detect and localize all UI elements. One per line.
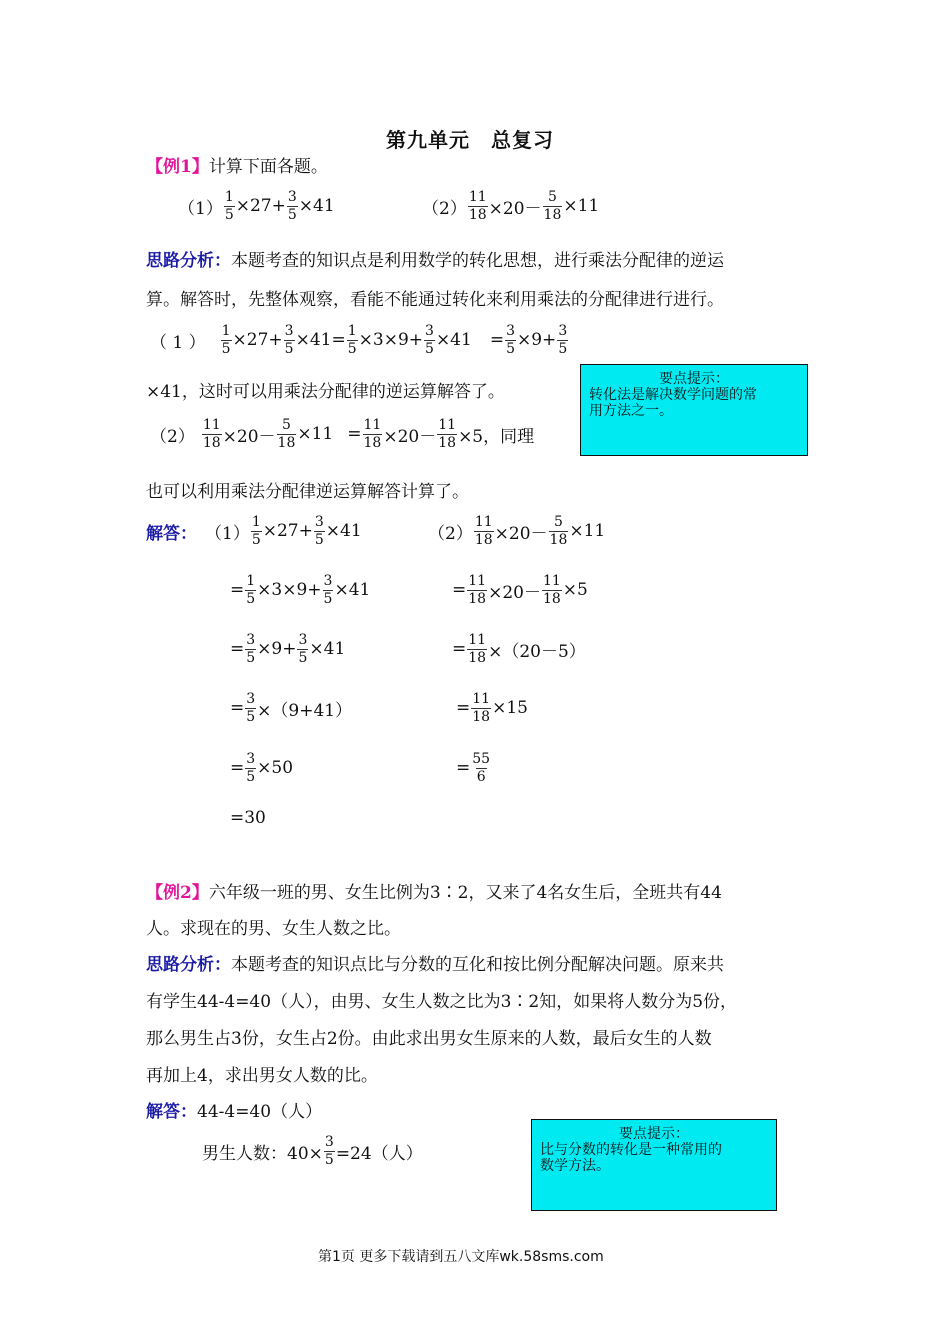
- fraction: $\frac{1}{5}$: [221, 322, 231, 357]
- example1-question2: [422, 186, 599, 226]
- solution-text: ×41: [325, 521, 362, 541]
- tip-title: 要点提示：: [619, 1126, 689, 1142]
- example2-analysis-line3: 那么男生占3份，女生占2份。由此求出男女生原来的人数，最后女生的人数: [146, 1029, 712, 1049]
- solution-text: ×11: [569, 521, 606, 541]
- analysis-text: 本题考查的知识点比与分数的互化和按比例分配解决问题。原来共: [231, 955, 724, 975]
- fraction: $\frac{3}{5}$: [287, 188, 297, 223]
- equals: =: [230, 639, 245, 659]
- fraction: $\frac{11}{18}$: [474, 513, 493, 548]
- fraction: $\frac{11}{18}$: [438, 416, 457, 451]
- step-text: ×3×9+: [358, 330, 424, 350]
- analysis-step2: [150, 414, 534, 454]
- example2-answer-line1: [146, 1097, 322, 1122]
- step-text: ×11: [297, 424, 334, 444]
- analysis-label: 思路分析：: [146, 251, 231, 271]
- solution2-row: [456, 688, 528, 728]
- solution-text: ×27+: [262, 521, 313, 541]
- step-label: （2）: [150, 426, 195, 447]
- example2-question-line2: 人。求现在的男、女生人数之比。: [146, 919, 401, 939]
- fraction: $\frac{1}{5}$: [246, 572, 256, 607]
- example2-analysis-line2: 有学生44-4=40（人），由男、女生人数之比为3∶2知，如果将人数分为5份，: [146, 992, 738, 1012]
- fraction: $\frac{11}{18}$: [542, 572, 561, 607]
- tip-text: 数学方法。: [540, 1158, 610, 1174]
- solution1-row: [146, 511, 362, 551]
- step-text: ×20－: [222, 426, 276, 447]
- q2-mid: ×20－: [488, 198, 542, 219]
- q1-label: （1）: [178, 198, 223, 219]
- solution2-row: [456, 748, 492, 788]
- fraction: $\frac{3}{5}$: [284, 322, 294, 357]
- equals: =: [230, 758, 245, 778]
- step-text: ×5，同理: [458, 426, 535, 447]
- fraction: $\frac{3}{5}$: [246, 750, 256, 785]
- fraction: $\frac{55}{6}$: [472, 750, 491, 785]
- analysis-step1-continued: ×41，这时可以用乘法分配律的逆运算解答了。: [146, 382, 505, 402]
- answer-label: 解答：: [146, 523, 197, 544]
- step-text: ×9+: [517, 330, 557, 350]
- solution1-result: =30: [230, 808, 266, 828]
- fraction: $\frac{5}{18}$: [543, 188, 562, 223]
- solution-text: ×20－: [494, 523, 548, 544]
- boys-result: =24（人）: [335, 1143, 423, 1164]
- fraction: $\frac{11}{18}$: [468, 631, 487, 666]
- equals: =: [456, 698, 471, 718]
- boys-label: 男生人数：40×: [202, 1143, 323, 1164]
- analysis-step1: [150, 320, 569, 360]
- tip-text: 比与分数的转化是一种常用的: [540, 1142, 722, 1158]
- example1-prompt: 计算下面各题。: [208, 157, 328, 177]
- solution-text: ×41: [309, 639, 346, 659]
- solution2-row: [428, 511, 605, 551]
- fraction: $\frac{3}{5}$: [506, 322, 515, 357]
- solution-text: ×41: [334, 580, 371, 600]
- page-title: 第九单元 总复习: [386, 128, 554, 152]
- fraction: $\frac{3}{5}$: [558, 322, 568, 357]
- equals: =: [452, 639, 467, 659]
- fraction: $\frac{3}{5}$: [246, 690, 256, 725]
- tip-text: 用方法之一。: [589, 403, 673, 419]
- solution1-row: [230, 688, 352, 728]
- fraction: $\frac{5}{18}$: [277, 416, 296, 451]
- analysis-label: 思路分析：: [146, 955, 231, 975]
- answer-label: 解答：: [146, 1102, 197, 1122]
- fraction: $\frac{1}{5}$: [251, 513, 261, 548]
- step-text: =: [489, 330, 505, 350]
- q2-end: ×11: [563, 196, 600, 216]
- fraction: $\frac{1}{5}$: [224, 188, 234, 223]
- key-tip-box: [580, 364, 808, 456]
- fraction: $\frac{3}{5}$: [323, 572, 333, 607]
- solution-text: ×15: [492, 698, 528, 718]
- step-text: ×27+: [232, 330, 283, 350]
- example1-question1: [178, 186, 335, 226]
- q2-label: （2）: [422, 198, 467, 219]
- solution1-row: [230, 629, 345, 669]
- step-text: ×41=: [295, 330, 346, 350]
- fraction: $\frac{3}{5}$: [246, 631, 256, 666]
- fraction: $\frac{1}{5}$: [347, 322, 357, 357]
- step-text: ×41: [435, 330, 472, 350]
- solution-text: ×5: [562, 580, 588, 600]
- example2-analysis-line4: 再加上4，求出男女人数的比。: [146, 1066, 378, 1086]
- solution-label: （1）: [205, 523, 250, 544]
- fraction: $\frac{11}{18}$: [472, 690, 491, 725]
- page-footer: 第1页 更多下载请到五八文库wk.58sms.com: [318, 1249, 604, 1265]
- equals: =: [230, 698, 245, 718]
- answer-text: 44-4=40（人）: [197, 1102, 323, 1122]
- example2-question-line1: [146, 878, 722, 903]
- step-text: =: [347, 424, 362, 444]
- solution-text: ×3×9+: [257, 580, 322, 600]
- example2-boys-count: [202, 1131, 423, 1171]
- equals: =: [230, 580, 245, 600]
- solution1-row: [230, 570, 370, 610]
- solution-text: ×20－: [488, 582, 541, 603]
- fraction: $\frac{3}{5}$: [314, 513, 324, 548]
- fraction: $\frac{11}{18}$: [468, 188, 487, 223]
- tip-text: 转化法是解决数学问题的常: [589, 387, 757, 403]
- solution-label: （2）: [428, 523, 473, 544]
- solution-text: ×（20－5）: [488, 641, 586, 662]
- key-tip-box: [531, 1119, 777, 1211]
- solution1-row: [230, 748, 293, 788]
- tip-title: 要点提示：: [659, 371, 729, 387]
- example1-tag: 【例1】: [146, 157, 209, 177]
- example2-tag: 【例2】: [146, 883, 209, 903]
- solution-text: ×50: [257, 758, 294, 778]
- solution-text: ×（9+41）: [257, 700, 353, 721]
- fraction: $\frac{3}{5}$: [298, 631, 308, 666]
- example2-analysis-line1: [146, 950, 724, 975]
- example1-analysis-line2: 算。解答时，先整体观察，看能不能通过转化来利用乘法的分配律进行进行。: [146, 290, 724, 310]
- example2-question: 六年级一班的男、女生比例为3∶2，又来了4名女生后，全班共有44: [208, 883, 722, 903]
- solution-text: ×9+: [257, 639, 297, 659]
- example1-heading: [146, 152, 328, 177]
- equals: =: [456, 758, 471, 778]
- step-text: ×20－: [383, 426, 437, 447]
- fraction: $\frac{5}{18}$: [549, 513, 568, 548]
- fraction: $\frac{11}{18}$: [363, 416, 382, 451]
- fraction: $\frac{11}{18}$: [468, 572, 487, 607]
- analysis-text: 本题考查的知识点是利用数学的转化思想，进行乘法分配律的逆运: [231, 251, 724, 271]
- example1-analysis-line1: [146, 246, 724, 271]
- step-label: （ 1 ）: [150, 332, 206, 353]
- solution2-row: [452, 629, 586, 669]
- equals: =: [452, 580, 467, 600]
- fraction: $\frac{3}{5}$: [425, 322, 434, 357]
- q1-end: ×41: [298, 196, 335, 216]
- analysis-step2-continued: 也可以利用乘法分配律逆运算解答计算了。: [146, 482, 469, 502]
- fraction: $\frac{11}{18}$: [202, 416, 221, 451]
- solution2-row: [452, 570, 588, 610]
- fraction: $\frac{3}{5}$: [324, 1133, 334, 1168]
- q1-mid: ×27+: [235, 196, 286, 216]
